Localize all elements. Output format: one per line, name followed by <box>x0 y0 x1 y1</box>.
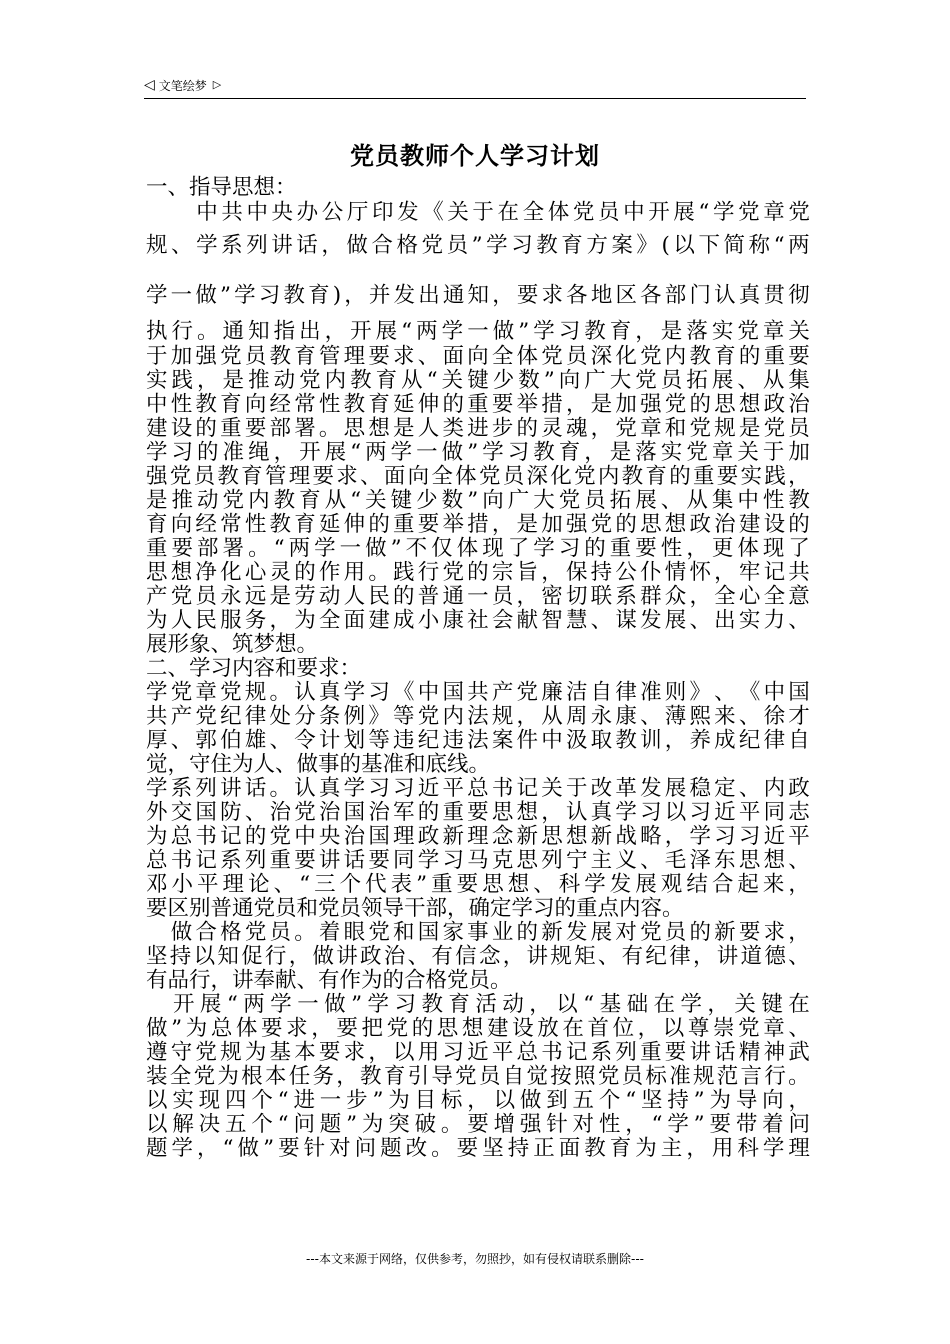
body-line: 建 设 的 重 要 部 署 。 思 想 是 人 类 进 步 的 灵 魂 ， 党 章 和 党 规 是 党 员 <box>146 416 810 441</box>
body-line: 遵 守 党 规 为 基 本 要 求 ， 以 用 习 近 平 总 书 记 系 列 重 要 讲 话 精 神 武 <box>146 1040 810 1065</box>
body-line: 做 合 格 党 员 。 着 眼 党 和 国 家 事 业 的 新 发 展 对 党 员 的 新 要 求 ， <box>170 920 810 945</box>
document-title: 党员教师个人学习计划 <box>350 142 600 170</box>
body-line: 实 践 ， 是 推 动 党 内 教 育 从 “ 关 键 少 数 ” 向 广 大 党 员 拓 展 、 从 集 <box>146 368 810 393</box>
body-line: 为 总 书 记 的 党 中 央 治 国 理 政 新 理 念 新 思 想 新 战 略 ， 学 习 习 近 平 <box>146 824 810 849</box>
header-divider <box>144 98 806 99</box>
body-line: 以 解 决 五 个 “ 问 题 ” 为 突 破 。 要 增 强 针 对 性 ， “ 学 ” 要 带 着 问 <box>146 1112 810 1137</box>
body-line: 学 系 列 讲 话 。 认 真 学 习 习 近 平 总 书 记 关 于 改 革 发 展 稳 定 、 内 政 <box>146 776 810 801</box>
body-line: 中 性 教 育 向 经 常 性 教 育 延 伸 的 重 要 举 措 ， 是 加 强 党 的 思 想 政 治 <box>146 392 810 417</box>
page-header <box>144 74 221 96</box>
body-line: 要区别普通党员和党员领导干部，确定学习的重点内容。 <box>146 896 684 921</box>
body-line: 邓 小 平 理 论 、 “ 三 个 代 表 ” 重 要 思 想 、 科 学 发 展 观 结 合 起 来 ， <box>146 872 810 897</box>
body-line: 觉，守住为人、做事的基准和底线。 <box>146 752 491 777</box>
body-line: 产 党 员 永 远 是 劳 动 人 民 的 普 通 一 员 ， 密 切 联 系 群 众 ， 全 心 全 意 <box>146 584 810 609</box>
body-line: 做 ” 为 总 体 要 求 ， 要 把 党 的 思 想 建 设 放 在 首 位 ， 以 尊 崇 党 章 、 <box>146 1016 810 1041</box>
body-line: 题 学 ， “ 做 ” 要 针 对 问 题 改 。 要 坚 持 正 面 教 育 为 主 ， 用 科 学 理 <box>146 1136 810 1161</box>
page-footer: ---本文来源于网络，仅供参考，勿照抄，如有侵权请联系删除--- <box>306 1252 644 1266</box>
body-line: 中 共 中 央 办 公 厅 印 发 《 关 于 在 全 体 党 员 中 开 展 “ 学 党 章 党 <box>196 200 810 225</box>
body-line: 学 一 做 ” 学 习 教 育 ) ， 并 发 出 通 知 ， 要 求 各 地 区 各 部 门 认 真 贯 彻 <box>146 283 810 308</box>
body-line: 总 书 记 系 列 重 要 讲 话 要 同 学 习 马 克 思 列 宁 主 义 、 毛 泽 东 思 想 、 <box>146 848 810 873</box>
body-line: 为 人 民 服 务 ， 为 全 面 建 成 小 康 社 会 献 智 慧 、 谋 发 展 、 出 实 力 、 <box>146 608 810 633</box>
header-brand: 文笔绘梦 <box>158 78 207 93</box>
body-line: 于 加 强 党 员 教 育 管 理 要 求 、 面 向 全 体 党 员 深 化 党 内 教 育 的 重 要 <box>146 344 810 369</box>
body-line: 厚 、 郭 伯 雄 、 令 计 划 等 违 纪 违 法 案 件 中 汲 取 教 训 ， 养 成 纪 律 自 <box>146 728 810 753</box>
body-line: 有品行，讲奉献、有作为的合格党员。 <box>146 968 512 993</box>
body-line: 装 全 党 为 根 本 任 务 ， 教 育 引 导 党 员 自 觉 按 照 党 员 标 准 规 范 言 行 。 <box>146 1064 810 1089</box>
body-line: 展形象、筑梦想。 <box>146 632 319 657</box>
body-line: 二、学习内容和要求： <box>146 656 362 681</box>
body-line: 执 行 。 通 知 指 出 ， 开 展 “ 两 学 一 做 ” 学 习 教 育 ， 是 落 实 党 章 关 <box>146 319 810 344</box>
body-line: 学 习 的 准 绳 ， 开 展 “ 两 学 一 做 ” 学 习 教 育 ， 是 落 实 党 章 关 于 加 <box>146 440 810 465</box>
body-line: 学 党 章 党 规 。 认 真 学 习 《 中 国 共 产 党 廉 洁 自 律 准 则 》 、 《 中 国 <box>146 680 810 705</box>
body-line: 以 实 现 四 个 “ 进 一 步 ” 为 目 标 ， 以 做 到 五 个 “ 坚 持 ” 为 导 向 ， <box>146 1088 810 1113</box>
body-line: 育 向 经 常 性 教 育 延 伸 的 重 要 举 措 ， 是 加 强 党 的 思 想 政 治 建 设 的 <box>146 512 810 537</box>
body-line: 强 党 员 教 育 管 理 要 求 、 面 向 全 体 党 员 深 化 党 内 教 育 的 重 要 实 践 ， <box>146 464 810 489</box>
body-line: 思 想 净 化 心 灵 的 作 用 。 践 行 党 的 宗 旨 ， 保 持 公 仆 情 怀 ， 牢 记 共 <box>146 560 810 585</box>
body-line: 开 展 “ 两 学 一 做 ” 学 习 教 育 活 动 ， 以 “ 基 础 在 学 ， 关 键 在 <box>172 992 810 1017</box>
body-line: 重 要 部 署 。 “ 两 学 一 做 ” 不 仅 体 现 了 学 习 的 重 要 性 ， 更 体 现 了 <box>146 536 810 561</box>
triangle-left-icon: ◁ <box>144 77 155 93</box>
body-line: 一、指导思想： <box>146 175 297 200</box>
triangle-right-icon: ▷ <box>212 78 222 91</box>
body-line: 共 产 党 纪 律 处 分 条 例 》 等 党 内 法 规 ， 从 周 永 康 、 薄 熙 来 、 徐 才 <box>146 704 810 729</box>
body-line: 坚 持 以 知 促 行 ， 做 讲 政 治 、 有 信 念 ， 讲 规 矩 、 有 纪 律 ， 讲 道 德 、 <box>146 944 810 969</box>
body-line: 是 推 动 党 内 教 育 从 “ 关 键 少 数 ” 向 广 大 党 员 拓 展 、 从 集 中 性 教 <box>146 488 810 513</box>
body-line: 规 、 学 系 列 讲 话 ， 做 合 格 党 员 ” 学 习 教 育 方 案 》 ( 以 下 简 称 “ 两 <box>146 233 810 258</box>
body-line: 外 交 国 防 、 治 党 治 国 治 军 的 重 要 思 想 ， 认 真 学 习 以 习 近 平 同 志 <box>146 800 810 825</box>
